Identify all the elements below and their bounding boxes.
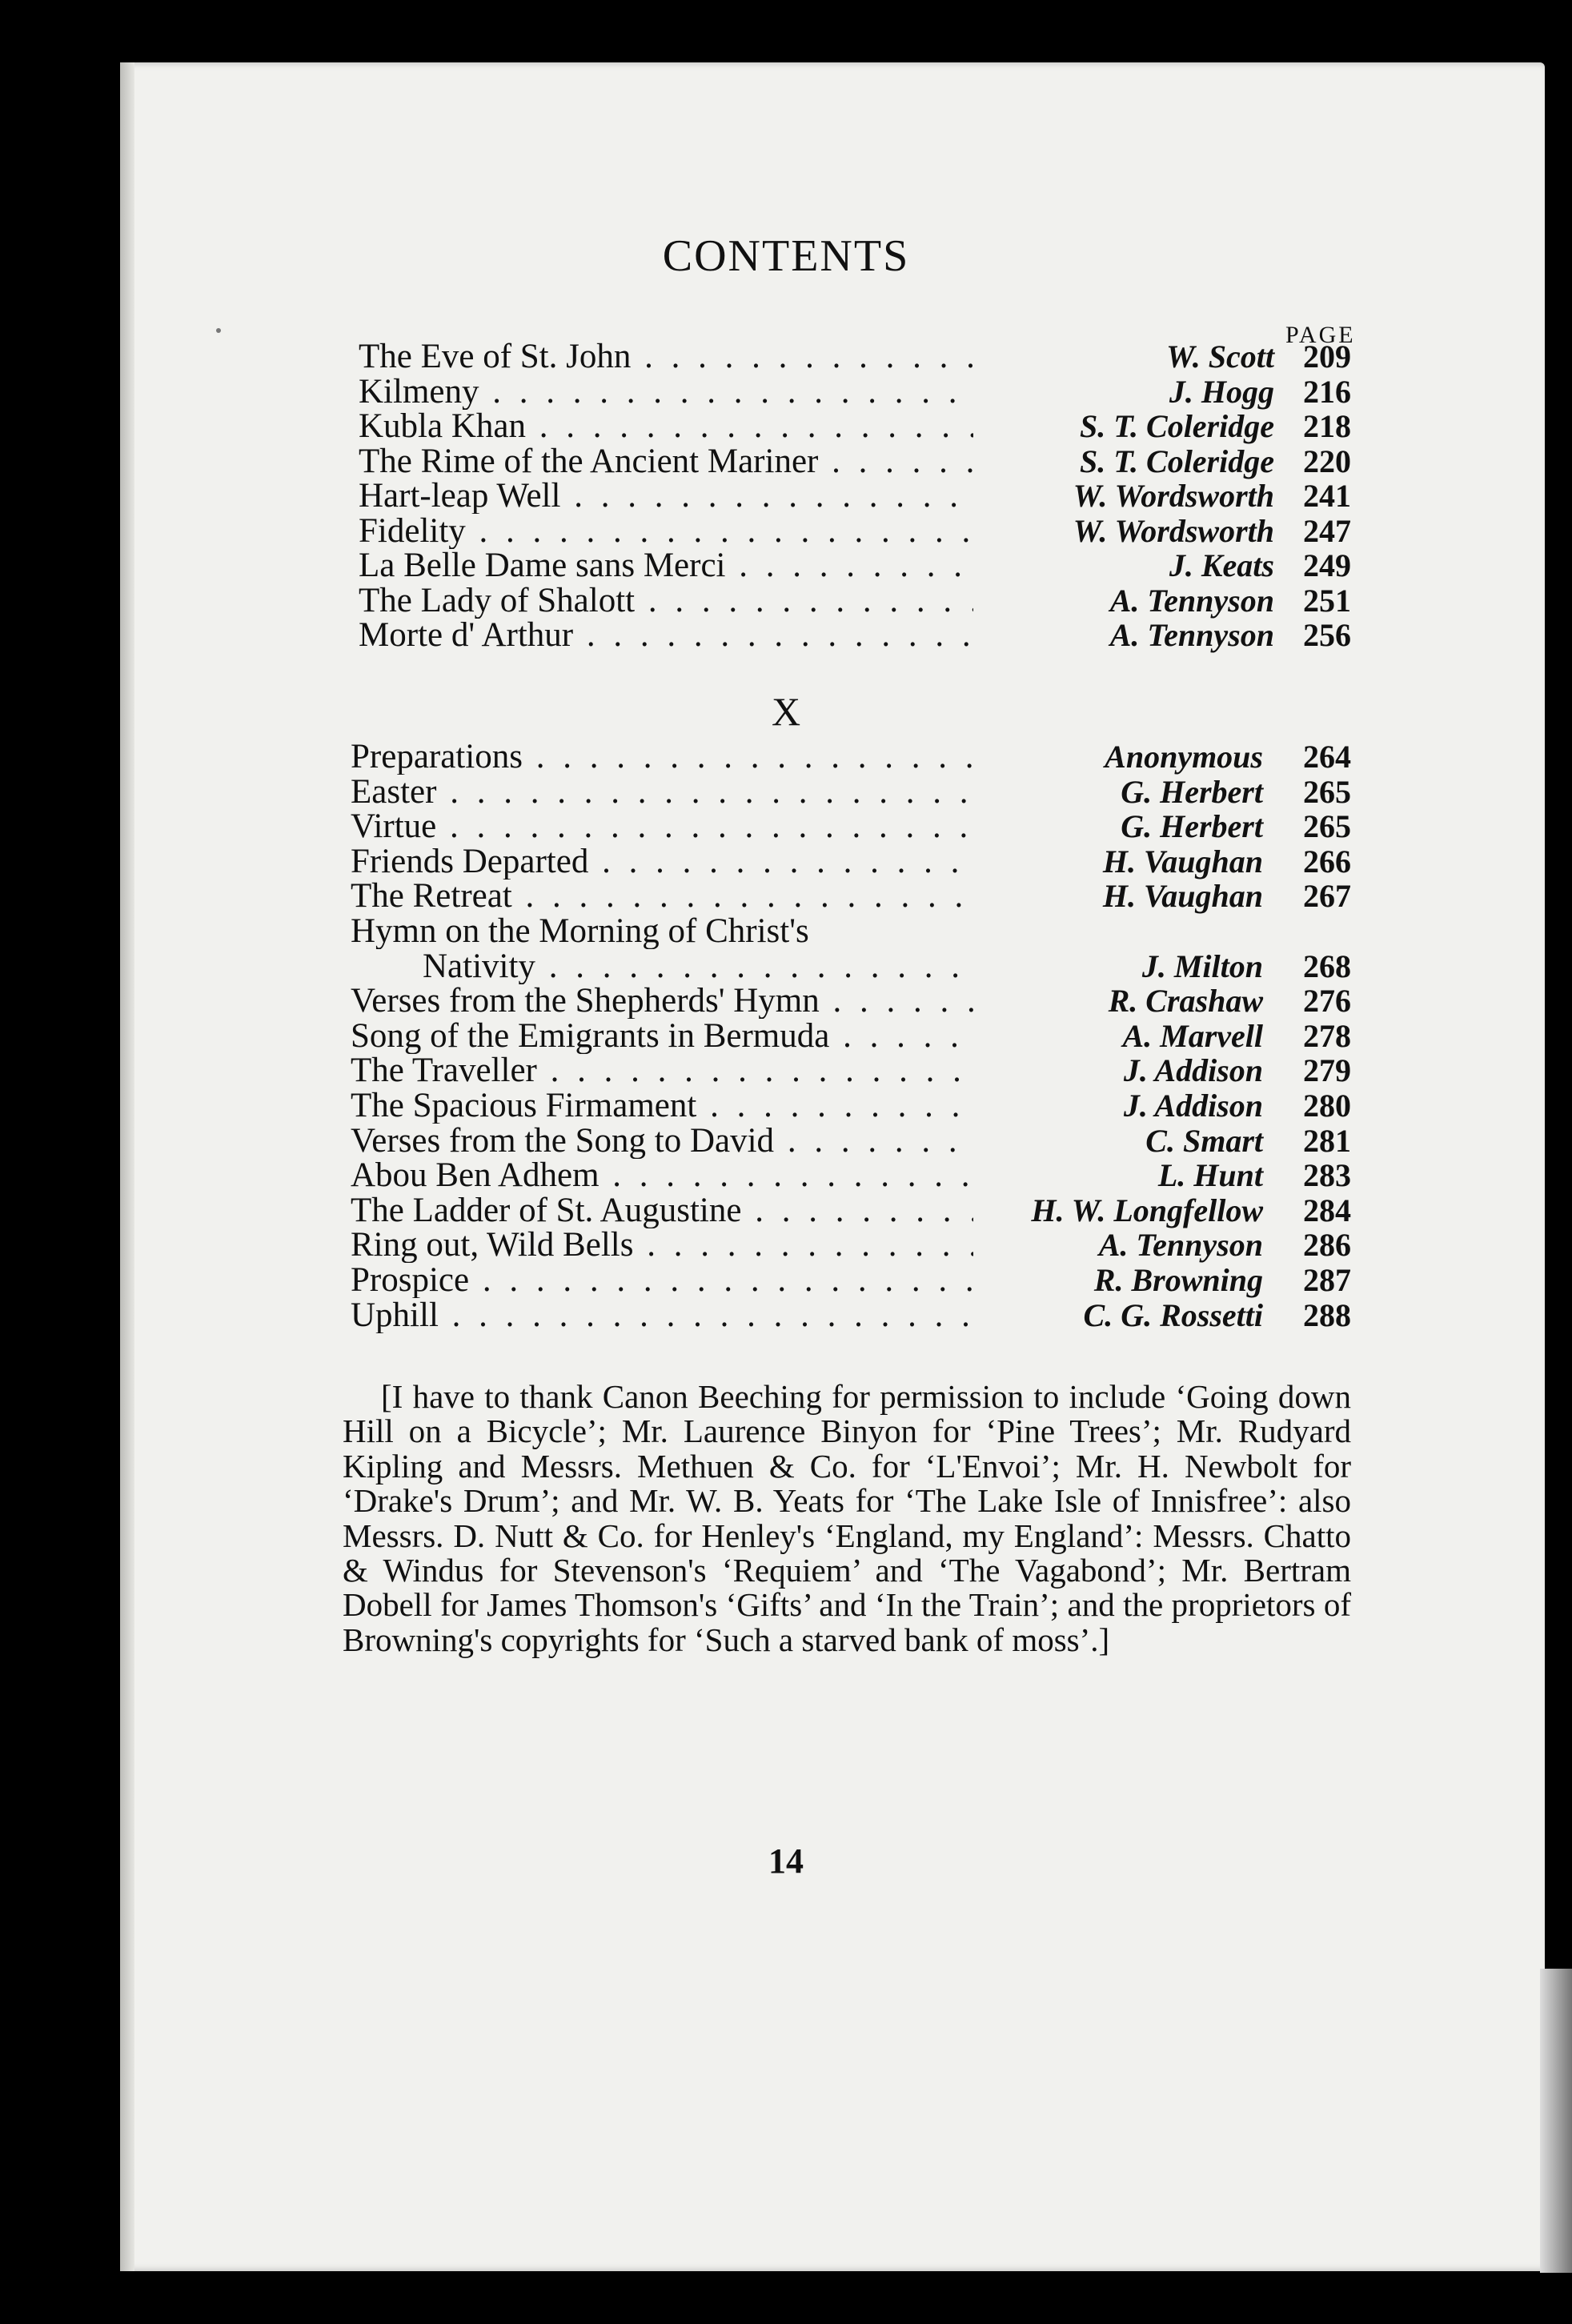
toc-entry [359, 375, 1377, 410]
toc-entry-author: J. Keats [1169, 547, 1274, 583]
toc-entry-author: J. Hogg [1169, 373, 1274, 410]
toc-entry-author: A. Marvell [1122, 1017, 1263, 1054]
toc-entry-title: Easter . . . [351, 775, 973, 810]
toc-entry-author: W. Scott [1166, 339, 1274, 375]
toc-entry [351, 739, 1377, 775]
toc-entry [351, 1053, 1377, 1088]
toc-entry [359, 409, 1377, 444]
toc-entry-page: 268 [1303, 948, 1351, 984]
toc-entry-title: The Rime of the Ancient Mariner . . . [359, 444, 973, 479]
toc-entry-author: G. Herbert [1121, 773, 1263, 810]
toc-entry-page: 209 [1303, 339, 1351, 375]
toc-entry-author: W. Wordsworth [1073, 478, 1274, 514]
toc-entry-title: The Retreat . . . [351, 879, 973, 914]
toc-entry-author: J. Addison [1123, 1088, 1263, 1124]
toc-entry-author: A. Tennyson [1109, 582, 1274, 619]
toc-entry-title: Song of the Emigrants in Bermuda . . . [351, 1019, 973, 1054]
toc-entry-title: Uphill . . . [351, 1298, 973, 1333]
toc-entry [351, 1158, 1377, 1193]
toc-entry-author: A. Tennyson [1098, 1227, 1263, 1264]
toc-entry-page: 251 [1303, 582, 1351, 619]
toc-entry-page: 241 [1303, 478, 1351, 514]
toc-entry [351, 1124, 1377, 1159]
toc-entry-title: Friends Departed . . . [351, 844, 973, 880]
toc-entry-page: 281 [1303, 1122, 1351, 1159]
toc-entry-page: 287 [1303, 1262, 1351, 1298]
toc-entry-page: 279 [1303, 1052, 1351, 1089]
toc-entry-author: H. Vaughan [1102, 878, 1263, 915]
toc-entry [351, 809, 1377, 844]
toc-entry-author: C. G. Rossetti [1083, 1296, 1263, 1333]
toc-entry-page: 218 [1303, 408, 1351, 444]
toc-entry-title: Virtue . . . [351, 809, 973, 844]
page-column-label: PAGE [1285, 322, 1356, 348]
toc-entry-title: Kilmeny . . . [359, 375, 973, 410]
section-x-heading: X [771, 689, 801, 734]
toc-entry-page: 264 [1303, 739, 1351, 775]
toc-entry-title: The Eve of St. John . . . [359, 339, 973, 375]
toc-entry [351, 1298, 1377, 1333]
toc-entry-author: J. Milton [1141, 948, 1263, 984]
toc-entry-title: Morte d' Arthur . . . [359, 618, 973, 653]
toc-entry [351, 1263, 1377, 1298]
toc-entry [359, 583, 1377, 619]
toc-entry-author: H. Vaughan [1102, 843, 1263, 880]
toc-entry-title: Verses from the Shepherds' Hymn . . . [351, 984, 973, 1019]
toc-entry-author: J. Addison [1123, 1052, 1263, 1089]
toc-entry [351, 1088, 1377, 1124]
toc-entry [351, 1019, 1377, 1054]
toc-entry-page: 280 [1303, 1088, 1351, 1124]
toc-entry-title: The Spacious Firmament . . . [351, 1088, 973, 1124]
acknowledgement-text: [I have to thank Canon Beeching for permission to include ‘Going down Hill on a Bicycle’; Mr. Laurence Binyon for ‘Pine Trees’; Mr. Rudyard Kipling and Messrs. Methuen & Co. for ‘L'Envoi’; Mr. H. Newbolt for ‘Drake's Drum’; and Mr. W. B. Yeats for ‘The Lake Isle of Innisfree’: also Messrs. D. Nutt & Co. for Henley's ‘England, my England’: Messrs. Chatto & Windus for Stevenson's ‘Requiem’ and ‘The Vagabond’; Mr. Bertram Dobell for James Thomson's ‘Gifts’ and ‘In the Train’; and the proprietors of Browning's copyrights for ‘Such a starved bank of moss’.] [343, 1378, 1351, 1658]
toc-entry-author: S. T. Coleridge [1080, 408, 1274, 444]
toc-entry-page: 267 [1303, 878, 1351, 915]
toc-entry-page: 216 [1303, 373, 1351, 410]
toc-entry-title: La Belle Dame sans Merci . . . [359, 548, 973, 583]
toc-entry-author: C. Smart [1145, 1122, 1263, 1159]
toc-entry [359, 444, 1377, 479]
toc-entry-page: 266 [1303, 843, 1351, 880]
toc-entry-title: Prospice . . . [351, 1263, 973, 1298]
toc-entry [359, 479, 1377, 514]
toc-entry-page: 276 [1303, 983, 1351, 1020]
toc-entry-title: Verses from the Song to David . . . [351, 1124, 973, 1159]
toc-entry [351, 879, 1377, 914]
toc-entry-page: 286 [1303, 1227, 1351, 1264]
toc-entry [359, 514, 1377, 549]
toc-entry-title: Preparations . . . [351, 739, 973, 775]
toc-entry-author: L. Hunt [1157, 1157, 1263, 1194]
toc-entry [351, 949, 1377, 984]
toc-entry-page: 265 [1303, 808, 1351, 845]
toc-entry-page: 256 [1303, 617, 1351, 653]
toc-entry-page: 284 [1303, 1192, 1351, 1228]
toc-entry-author: R. Crashaw [1108, 983, 1263, 1020]
toc-entry-title: Hymn on the Morning of Christ's [351, 914, 809, 949]
toc-entry [351, 844, 1377, 880]
page-number: 14 [768, 1841, 804, 1881]
toc-entry-title: The Lady of Shalott . . . [359, 583, 973, 619]
toc-entry-page: 265 [1303, 773, 1351, 810]
toc-entry-title: The Traveller . . . [351, 1053, 973, 1088]
toc-entry-author: G. Herbert [1121, 808, 1263, 845]
toc-entry-page: 278 [1303, 1017, 1351, 1054]
acknowledgement-note [343, 1380, 1351, 1657]
toc-entry-author: A. Tennyson [1109, 617, 1274, 653]
toc-entry [359, 618, 1377, 653]
toc-entry-author: Anonymous [1105, 739, 1263, 775]
page-edge-curl [1540, 1969, 1572, 2273]
page-spine-shadow [120, 62, 134, 2271]
toc-entry-page: 288 [1303, 1296, 1351, 1333]
toc-entry-title: The Ladder of St. Augustine . . . [351, 1193, 973, 1228]
contents-title: CONTENTS [662, 231, 910, 281]
toc-entry-author: H. W. Longfellow [1031, 1192, 1263, 1228]
toc-entry [359, 339, 1377, 375]
toc-entry [351, 1193, 1377, 1228]
toc-entry [351, 914, 1377, 949]
toc-entry-author: S. T. Coleridge [1080, 443, 1274, 479]
toc-entry-title: Ring out, Wild Bells . . . [351, 1228, 973, 1263]
toc-entry-title: Hart-leap Well . . . [359, 479, 973, 514]
toc-entry-title: Nativity . . . [423, 949, 973, 984]
toc-entry-author: W. Wordsworth [1073, 512, 1274, 549]
toc-entry [351, 1228, 1377, 1263]
toc-entry-author: R. Browning [1093, 1262, 1263, 1298]
toc-entry [359, 548, 1377, 583]
toc-entry-page: 247 [1303, 512, 1351, 549]
toc-entry [351, 775, 1377, 810]
toc-entry-page: 283 [1303, 1157, 1351, 1194]
print-speck [216, 328, 221, 333]
toc-entry-page: 220 [1303, 443, 1351, 479]
toc-entry [351, 984, 1377, 1019]
toc-entry-title: Abou Ben Adhem . . . [351, 1158, 973, 1193]
toc-entry-page: 249 [1303, 547, 1351, 583]
toc-entry-title: Kubla Khan . . . [359, 409, 973, 444]
toc-entry-title: Fidelity . . . [359, 514, 973, 549]
